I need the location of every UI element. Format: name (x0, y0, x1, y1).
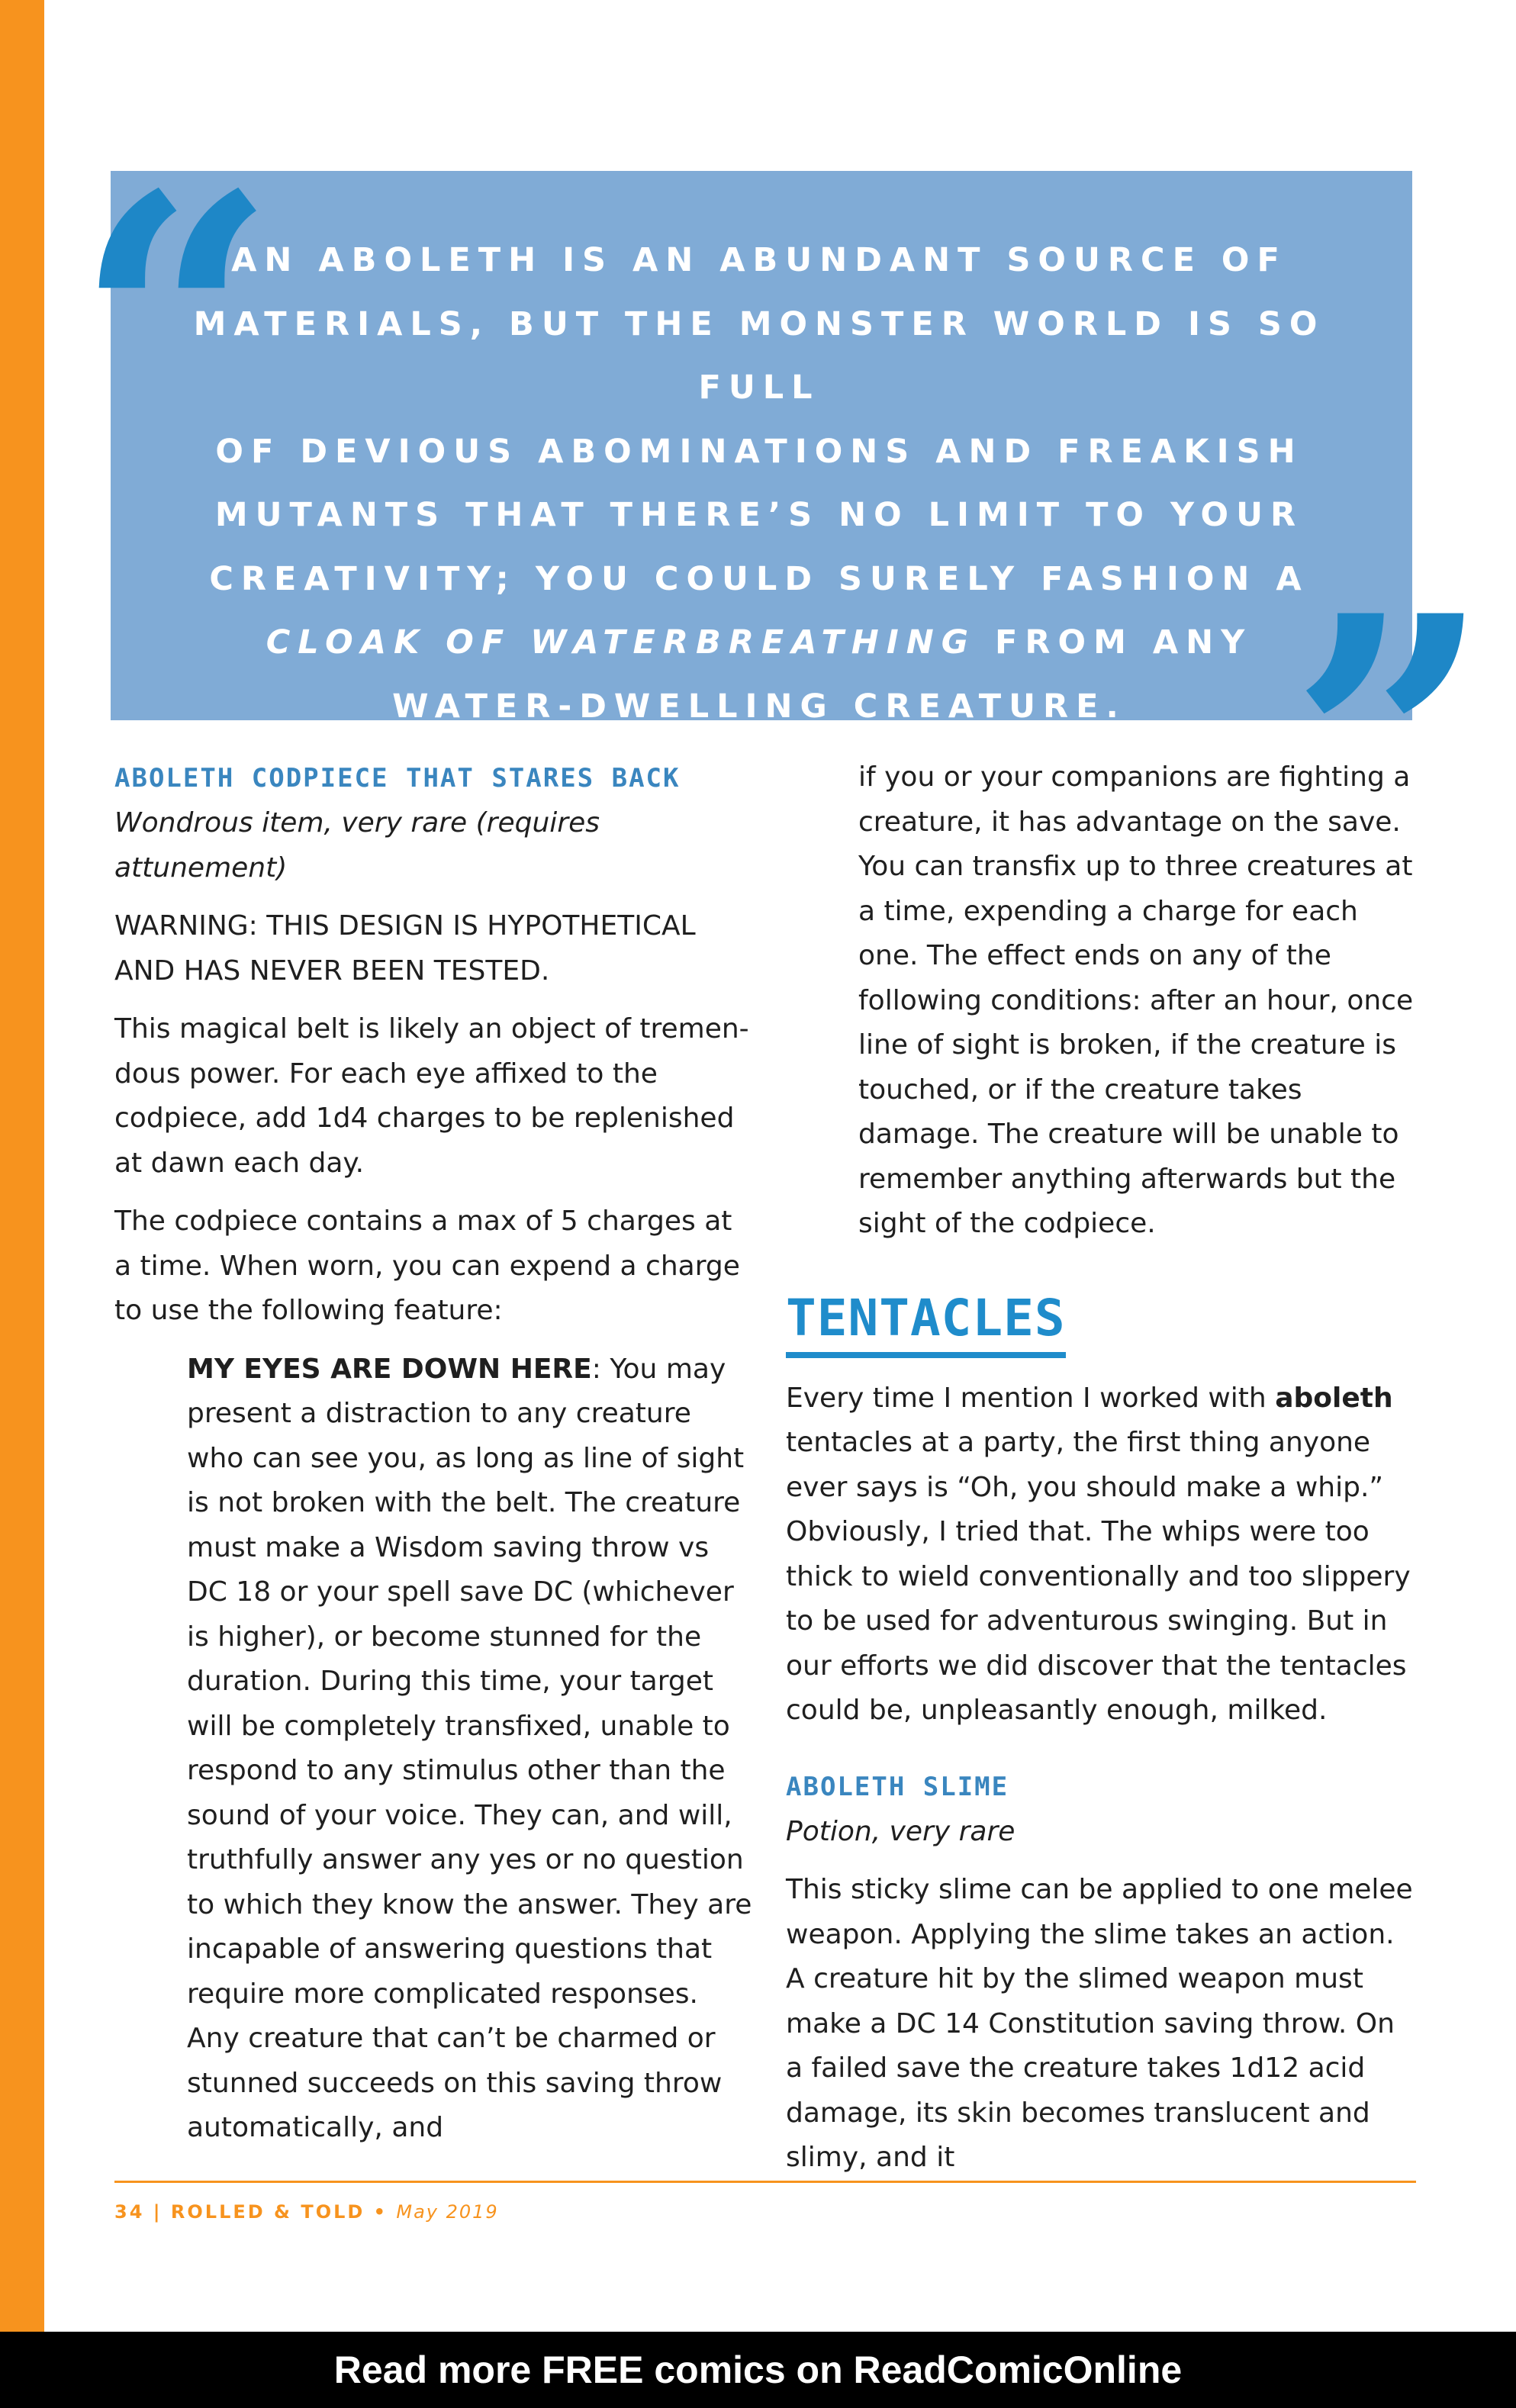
tentacles-intro-start: Every time I mention I worked with (786, 1382, 1276, 1414)
footer-bullet: • (365, 2201, 397, 2223)
codpiece-feature (114, 1347, 755, 2151)
magazine-name: ROLLED & TOLD (170, 2201, 365, 2223)
pull-quote-item-name: CLOAK OF WATERBREATHING (266, 623, 977, 662)
page-footer (114, 2201, 499, 2223)
tentacles-intro (786, 1376, 1419, 1734)
slime-subtitle: Potion, very rare (786, 1815, 1015, 1847)
open-quote-icon: “ (75, 119, 277, 531)
close-quote-icon: ” (1289, 540, 1492, 952)
footer-separator: | (144, 2201, 171, 2223)
codpiece-warning: WARNING: THIS DESIGN IS HYPOTHETICAL AND HAS NEVER BEEN TESTED. (114, 910, 696, 987)
codpiece-subtitle: Wondrous item, very rare (requires attunement) (114, 807, 600, 884)
tentacles-intro-bold: aboleth (1275, 1382, 1393, 1414)
pull-quote-line: AN ABOLETH IS AN ABUNDANT SOURCE OF (231, 241, 1287, 279)
codpiece-heading: ABOLETH CODPIECE THAT STARES BACK (114, 763, 681, 794)
codpiece-paragraph-2: The codpiece contains a max of 5 charges at a time. When worn, you can expend a charge to use the following feature: (114, 1206, 740, 1326)
pull-quote-line: MATERIALS, BUT THE MONSTER WORLD IS SO FULL (193, 304, 1325, 407)
tentacles-title: TENTACLES (786, 1288, 1066, 1358)
feature-name: MY EYES ARE DOWN HERE (187, 1353, 592, 1385)
left-column (114, 755, 755, 2151)
pull-quote-line: CREATIVITY; YOU COULD SURELY FASHION A (209, 559, 1309, 598)
left-orange-stripe (0, 0, 44, 2332)
slime-paragraph: This sticky slime can be applied to one melee weapon. Applying the slime takes an action. A creature hit by the slimed weapon must make a DC 14 Constitution saving throw. On a failed save the creature takes 1d12 acid damage, its skin becomes translucent and slimy, and it (786, 1874, 1413, 2173)
feature-text: : You may present a distraction to any creature who can see you, as long as line of sight is not broken with the belt. The creature must make a Wisdom saving throw vs DC 18 or your spell save DC (whichever is higher), or become stunned for the duration. During this time, your target will be completely transfixed, unable to respond to any stimulus other than the sound of your voice. They can, and will, truthfully answer any yes or no question to which they know the answer. They are incapable of answering questions that require more complicated responses. Any creature that can’t be charmed or stunned succeeds on this saving throw automatically, and (187, 1353, 752, 2143)
tentacles-intro-end: tentacles at a party, the first thing anyone ever says is “Oh, you should make a whip.” Obviously, I tried that. The whips were too thick to wield conventionally and too slippery to be used for adventurous swinging. But in our efforts we did discover that the tentacles could be, unpleasantly enough, milked. (786, 1427, 1411, 1726)
slime-heading: ABOLETH SLIME (786, 1771, 1009, 1802)
right-column (786, 755, 1419, 2181)
issue-date: May 2019 (396, 2201, 499, 2223)
pull-quote-line-rest: FROM ANY (976, 623, 1253, 662)
pull-quote-line: OF DEVIOUS ABOMINATIONS AND FREAKISH (215, 432, 1303, 471)
promo-banner[interactable]: Read more FREE comics on ReadComicOnline (0, 2332, 1516, 2408)
codpiece-feature-continued: if you or your companions are fighting a creature, it has advantage on the save. You can transfix up to three creatures at a time, expending a charge for each one. The effect ends on any of the following conditions: after an hour, once line of sight is broken, if the creature is touched, or if the creature takes damage. The creature will be unable to remember anything afterwards but the sight of the codpiece. (858, 761, 1414, 1239)
pull-quote-line (156, 611, 1362, 675)
footer-rule (114, 2181, 1416, 2183)
codpiece-paragraph-1: This magical belt is likely an object of tremen-dous power. For each eye affixed to the codpiece, add 1d4 charges to be replenished at dawn each day. (114, 1013, 749, 1179)
pull-quote-line: WATER-DWELLING CREATURE. (392, 687, 1126, 726)
pull-quote-line: MUTANTS THAT THERE’S NO LIMIT TO YOUR (214, 496, 1304, 534)
tentacles-section (786, 1288, 1419, 1358)
page-number: 34 (114, 2201, 145, 2223)
pull-quote-text (156, 229, 1362, 739)
